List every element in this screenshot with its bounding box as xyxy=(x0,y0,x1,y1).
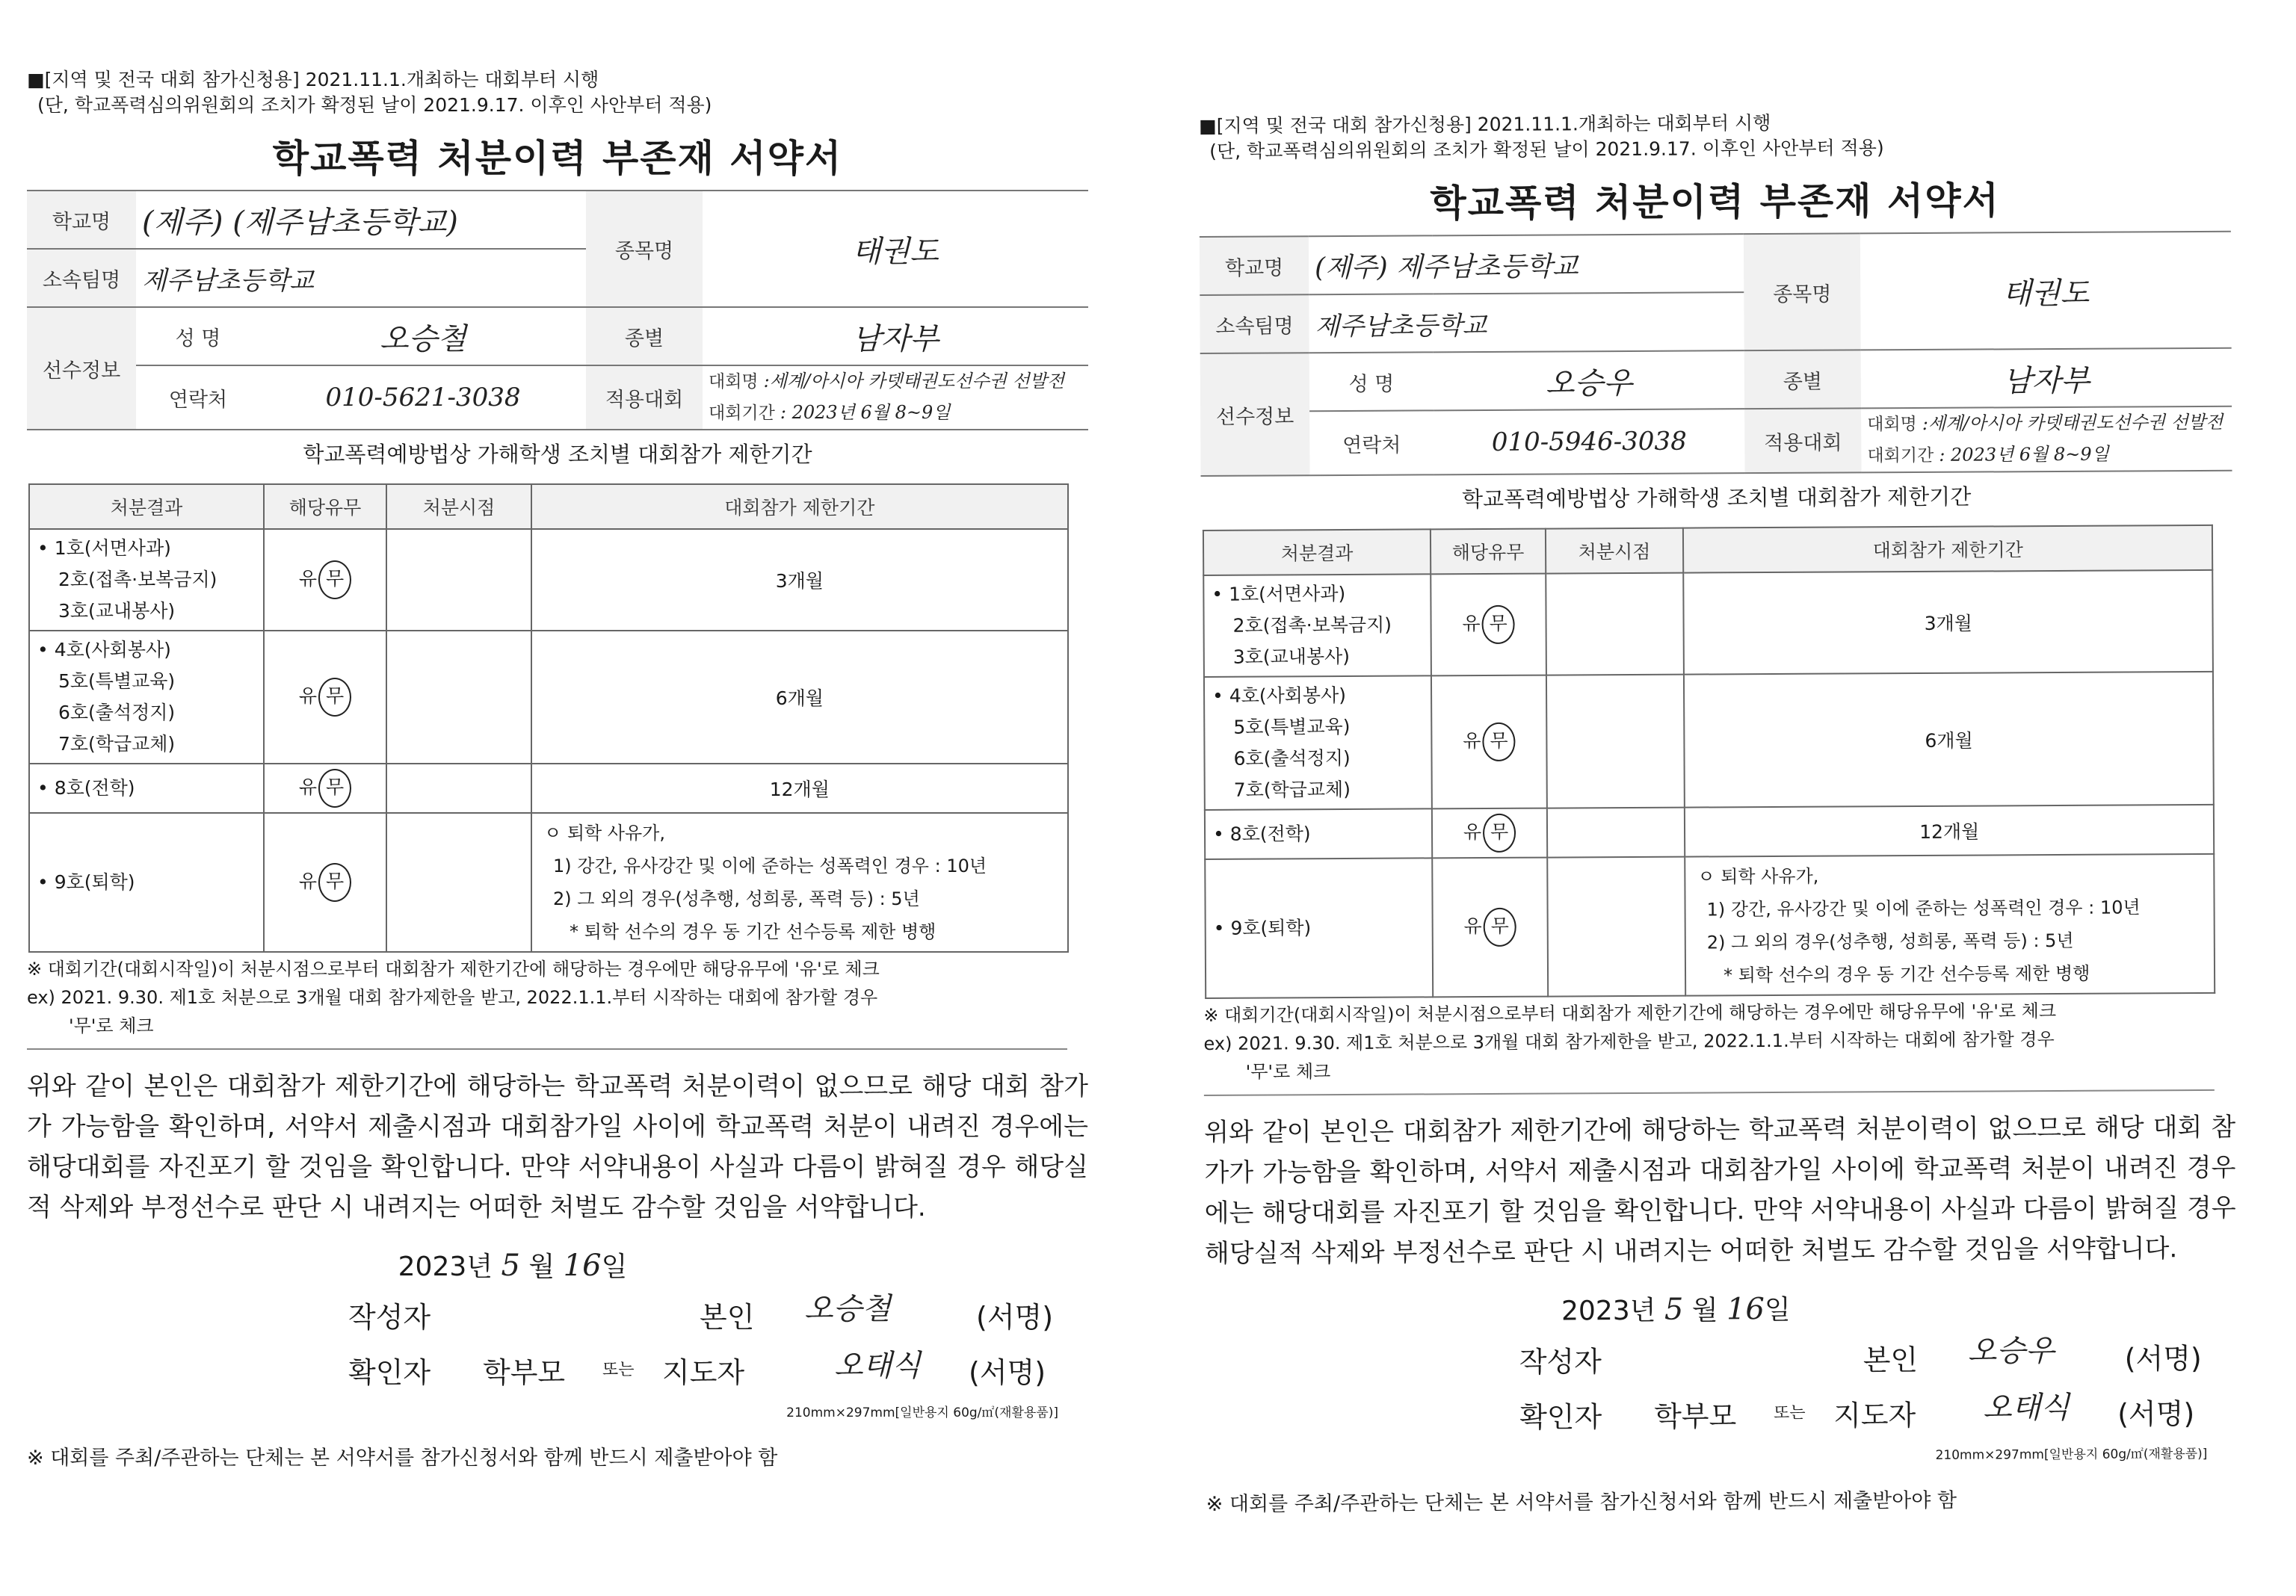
table-row xyxy=(1203,570,2213,677)
footer-note: ※ 대회를 주최/주관하는 단체는 본 서약서를 참가신청서와 함께 반드시 제출받아야 함 xyxy=(27,1447,778,1470)
no-option-circled: 무 xyxy=(1484,908,1516,947)
result-cell xyxy=(29,529,264,631)
date-day-suffix: 일 xyxy=(601,1252,628,1282)
document-left xyxy=(27,67,1088,1470)
yes-option: 유 xyxy=(1463,821,1482,844)
col-header-result: 처분결과 xyxy=(29,484,264,529)
yes-option: 유 xyxy=(298,568,318,590)
col-header-time: 처분시점 xyxy=(1546,528,1683,574)
sanctions-table xyxy=(1203,525,2216,999)
event-handwriting: 태권도 xyxy=(2002,276,2090,311)
period-line: 1) 강간, 유사강간 및 이에 준하는 성폭력인 경우 : 10년 xyxy=(553,856,987,876)
time-cell xyxy=(386,764,531,813)
confirmer-sign-mark: (서명) xyxy=(2117,1397,2195,1431)
self-signature: 오승우 xyxy=(1967,1334,2055,1369)
header-line1: ■[지역 및 전국 대회 참가신청용] 2021.11.1.개최하는 대회부터 시행 xyxy=(27,69,599,90)
label-player-info: 선수정보 xyxy=(27,307,136,430)
value-team xyxy=(1309,292,1744,353)
table-row xyxy=(29,764,1068,813)
result-line: • 1호(서면사과) xyxy=(1212,582,1346,605)
comp-name-line xyxy=(1867,407,2226,441)
result-line: 3호(교내봉사) xyxy=(58,600,176,622)
label-gender: 종별 xyxy=(586,307,703,365)
period-cell xyxy=(1685,854,2215,996)
table-row xyxy=(29,813,1068,952)
result-cell xyxy=(29,764,264,813)
contact-handwriting: 010-5621-3038 xyxy=(325,383,521,412)
confirmer-sign-row xyxy=(1206,1391,2237,1441)
sign-mark: (서명) xyxy=(2124,1341,2202,1376)
time-cell xyxy=(1546,573,1684,675)
label-comp-period: 대회기간 xyxy=(709,403,775,423)
comp-name-handwriting: :세계/아시아 카뎃태권도선수권 선발전 xyxy=(763,371,1065,392)
comp-period-line xyxy=(709,398,1082,429)
writer-sign-row xyxy=(27,1294,1088,1339)
document-title: 학교폭력 처분이력 부존재 서약서 xyxy=(272,137,843,180)
label-player-info: 선수정보 xyxy=(1200,353,1310,476)
section-title: 학교폭력예방법상 가해학생 조치별 대회참가 제한기간 xyxy=(1462,483,1972,513)
period-cell: 3개월 xyxy=(531,529,1068,631)
table-row xyxy=(1205,854,2215,998)
col-header-period: 대회참가 제한기간 xyxy=(531,484,1068,529)
confirmer-sign-mark: (서명) xyxy=(969,1356,1046,1389)
date-day: 16 xyxy=(563,1249,602,1283)
date-day-suffix: 일 xyxy=(1764,1294,1791,1326)
team-handwriting: 제주남초등학교 xyxy=(1315,310,1487,341)
name-handwriting: 오승철 xyxy=(380,321,466,356)
no-option-circled: 무 xyxy=(1483,814,1516,853)
divider xyxy=(1204,1089,2215,1096)
period-cell: 12개월 xyxy=(1685,805,2215,857)
label-gender: 종별 xyxy=(1744,350,1861,409)
period-cell: 6개월 xyxy=(1684,672,2214,808)
footer-note: ※ 대회를 주최/주관하는 단체는 본 서약서를 참가신청서와 함께 반드시 제출받아야 함 xyxy=(1206,1488,1957,1516)
note-3: '무'로 체크 xyxy=(69,1015,154,1036)
period-line: 2) 그 외의 경우(성추행, 성희롱, 폭력 등) : 5년 xyxy=(553,888,920,909)
value-event xyxy=(1860,232,2232,350)
note-2: ex) 2021. 9.30. 제1호 처분으로 3개월 대회 참가제한을 받고, 2022.1.1.부터 시작하는 대회에 참가할 경우 xyxy=(1203,1029,2055,1054)
coach-label: 지도자 xyxy=(662,1356,745,1389)
table-row xyxy=(1204,672,2214,810)
date-year-suffix: 년 xyxy=(1629,1295,1656,1327)
value-contact xyxy=(1434,409,1744,474)
info-table xyxy=(27,190,1088,430)
time-cell xyxy=(386,631,531,764)
result-line: 5호(특별교육) xyxy=(1233,715,1351,738)
document-right xyxy=(1199,108,2238,1517)
no-option-circled: 무 xyxy=(1482,605,1515,644)
date-year: 2023 xyxy=(398,1252,467,1282)
period-line: 2) 그 외의 경우(성추행, 성희롱, 폭력 등) : 5년 xyxy=(1706,930,2074,953)
note-1: ※ 대회기간(대회시작일)이 처분시점으로부터 대회참가 제한기간에 해당하는 경우에만 해당유무에 '유'로 체크 xyxy=(1203,1000,2057,1026)
no-option-circled: 무 xyxy=(318,769,351,808)
applicable-cell xyxy=(1432,808,1547,859)
applicable-cell xyxy=(264,813,386,952)
date-line xyxy=(0,1246,1088,1284)
result-line: • 8호(전학) xyxy=(37,777,135,799)
col-header-applicable: 해당유무 xyxy=(264,484,386,529)
gender-handwriting: 남자부 xyxy=(2002,363,2090,398)
label-event: 종목명 xyxy=(1744,233,1861,350)
period-cell: 3개월 xyxy=(1683,570,2213,675)
parent-label: 학부모 xyxy=(483,1356,566,1389)
value-competition xyxy=(703,365,1088,430)
table-row xyxy=(29,529,1068,631)
date-month: 5 xyxy=(1664,1292,1684,1327)
no-option-circled: 무 xyxy=(318,863,351,902)
writer-sign-row xyxy=(1206,1335,2237,1385)
self-signature: 오승철 xyxy=(804,1292,891,1326)
note-2: ex) 2021. 9.30. 제1호 처분으로 3개월 대회 참가제한을 받고, 2022.1.1.부터 시작하는 대회에 참가할 경우 xyxy=(27,987,878,1008)
result-cell xyxy=(1205,858,1433,998)
time-cell xyxy=(1547,857,1685,997)
period-line: * 퇴학 선수의 경우 동 기간 선수등록 제한 병행 xyxy=(570,921,936,942)
value-name xyxy=(1434,350,1744,410)
date-month-suffix: 월 xyxy=(528,1252,555,1282)
confirmer-label: 확인자 xyxy=(348,1356,431,1389)
label-contact: 연락처 xyxy=(136,365,260,430)
date-year-suffix: 년 xyxy=(466,1252,493,1282)
value-gender xyxy=(1861,348,2232,409)
col-header-period: 대회참가 제한기간 xyxy=(1683,525,2213,573)
label-comp-name: 대회명 xyxy=(709,372,759,392)
value-team xyxy=(136,249,586,307)
school-handwriting: (제주) (제주남초등학교) xyxy=(142,205,458,240)
section-title: 학교폭력예방법상 가해학생 조치별 대회참가 제한기간 xyxy=(303,442,812,467)
result-line: 6호(출석정지) xyxy=(1233,746,1351,770)
result-line: 2호(접촉·보복금지) xyxy=(58,569,217,590)
self-label: 본인 xyxy=(1863,1343,1919,1377)
result-line: 7호(학급교체) xyxy=(58,733,176,755)
yes-option: 유 xyxy=(1462,613,1481,635)
yes-option: 유 xyxy=(1463,730,1481,752)
gender-handwriting: 남자부 xyxy=(852,321,939,356)
paper-spec: 210mm×297mm[일반용지 60g/㎡(재활용품)] xyxy=(1935,1446,2208,1463)
label-competition: 적용대회 xyxy=(586,365,703,430)
contact-handwriting: 010-5946-3038 xyxy=(1491,426,1687,457)
result-line: • 1호(서면사과) xyxy=(37,537,171,559)
label-name: 성 명 xyxy=(1309,352,1434,411)
result-line: • 9호(퇴학) xyxy=(37,871,135,893)
date-day: 16 xyxy=(1726,1292,1765,1327)
result-line: • 8호(전학) xyxy=(1212,823,1311,845)
date-month-suffix: 월 xyxy=(1691,1295,1718,1326)
period-line: 1) 강간, 유사강간 및 이에 준하는 성폭력인 경우 : 10년 xyxy=(1706,897,2141,921)
date-year: 2023 xyxy=(1561,1296,1630,1327)
value-name xyxy=(260,307,586,365)
label-school: 학교명 xyxy=(27,191,136,249)
result-cell xyxy=(1205,808,1432,859)
confirmer-sign-row xyxy=(27,1349,1088,1394)
comp-name-line xyxy=(709,366,1082,398)
result-line: 3호(교내봉사) xyxy=(1232,645,1351,668)
result-line: • 4호(사회봉사) xyxy=(37,639,171,661)
value-school xyxy=(1309,234,1744,294)
yes-option: 유 xyxy=(298,870,318,892)
col-header-time: 처분시점 xyxy=(386,484,531,529)
or-label: 또는 xyxy=(602,1361,635,1379)
no-option-circled: 무 xyxy=(318,678,351,717)
comp-period-line xyxy=(1867,439,2226,472)
applicable-cell xyxy=(1431,675,1547,809)
result-line: • 4호(사회봉사) xyxy=(1212,684,1347,707)
header-line2: (단, 학교폭력심의위원회의 조치가 확정된 날이 2021.9.17. 이후인 사안부터 적용) xyxy=(1209,137,1884,162)
applicable-cell xyxy=(264,631,386,764)
col-header-applicable: 해당유무 xyxy=(1431,529,1546,575)
date-line xyxy=(1115,1287,2236,1331)
label-comp-name: 대회명 xyxy=(1867,414,1917,435)
value-gender xyxy=(703,307,1088,365)
note-1: ※ 대회기간(대회시작일)이 처분시점으로부터 대회참가 제한기간에 해당하는 경우에만 해당유무에 '유'로 체크 xyxy=(27,959,880,980)
confirmer-signature: 오태식 xyxy=(1982,1390,2070,1426)
result-line: 6호(출석정지) xyxy=(58,702,176,723)
header-line2: (단, 학교폭력심의위원회의 조치가 확정된 날이 2021.9.17. 이후인 사안부터 적용) xyxy=(37,94,712,116)
period-line: ㅇ 퇴학 사유가, xyxy=(544,823,665,844)
or-label: 또는 xyxy=(1774,1403,1806,1423)
date-month: 5 xyxy=(501,1249,520,1283)
col-header-result: 처분결과 xyxy=(1203,529,1431,575)
writer-label: 작성자 xyxy=(1519,1345,1602,1379)
label-comp-period: 대회기간 xyxy=(1867,445,1934,466)
result-cell xyxy=(29,631,264,764)
school-handwriting: (제주) 제주남초등학교 xyxy=(1314,250,1578,283)
label-contact: 연락처 xyxy=(1309,410,1434,475)
no-option-circled: 무 xyxy=(1482,723,1515,761)
yes-option: 유 xyxy=(1463,915,1482,938)
divider xyxy=(27,1048,1067,1050)
comp-period-handwriting: : 2023년 6월 8~9일 xyxy=(1939,443,2109,466)
applicable-cell xyxy=(1431,574,1546,676)
period-cell xyxy=(531,813,1068,952)
applicable-cell xyxy=(264,529,386,631)
result-line: 5호(특별교육) xyxy=(58,670,176,692)
coach-label: 지도자 xyxy=(1833,1399,1916,1432)
writer-label: 작성자 xyxy=(348,1301,431,1334)
table-row xyxy=(29,631,1068,764)
comp-period-handwriting: : 2023년 6월 8~9일 xyxy=(780,402,951,423)
confirmer-signature: 오태식 xyxy=(834,1349,921,1383)
label-event: 종목명 xyxy=(586,191,703,307)
result-line: 2호(접촉·보복금지) xyxy=(1232,613,1392,637)
applicable-cell xyxy=(264,764,386,813)
name-handwriting: 오승우 xyxy=(1545,365,1632,401)
result-cell xyxy=(1204,675,1432,810)
value-school xyxy=(136,191,586,249)
result-cell xyxy=(1203,574,1431,677)
sign-mark: (서명) xyxy=(976,1301,1054,1334)
label-team: 소속팀명 xyxy=(1200,294,1309,353)
pledge-body: 위와 같이 본인은 대회참가 제한기간에 해당하는 학교폭력 처분이력이 없으므로 해당 대회 참가가 가능함을 확인하며, 서약서 제출시점과 대회참가일 사이에 학교폭력 처분이 내려진 경우에는 해당대회를 자진포기 할 것임을 확인합니다. 만약 서약내용이 사실과 다름이 밝혀질 경우 해당실적 삭제와 부정선수로 판단 시 내려지는 어떠한 처벌도 감수할 것임을 서약합니다. xyxy=(1204,1112,2236,1269)
label-team: 소속팀명 xyxy=(27,249,136,307)
label-competition: 적용대회 xyxy=(1744,408,1861,473)
time-cell xyxy=(1546,675,1685,808)
note-3: '무'로 체크 xyxy=(1245,1061,1331,1083)
team-handwriting: 제주남초등학교 xyxy=(142,265,314,296)
time-cell xyxy=(386,529,531,631)
confirmer-label: 확인자 xyxy=(1519,1400,1602,1434)
paper-spec: 210mm×297mm[일반용지 60g/㎡(재활용품)] xyxy=(786,1405,1058,1420)
info-table xyxy=(1200,231,2232,477)
pledge-body: 위와 같이 본인은 대회참가 제한기간에 해당하는 학교폭력 처분이력이 없으므로 해당 대회 참가가 가능함을 확인하며, 서약서 제출시점과 대회참가일 사이에 학교폭력 처분이 내려진 경우에는 해당대회를 자진포기 할 것임을 확인합니다. 만약 서약내용이 사실과 다름이 밝혀질 경우 해당실적 삭제와 부정선수로 판단 시 내려지는 어떠한 처벌도 감수할 것임을 서약합니다. xyxy=(27,1071,1088,1222)
value-event xyxy=(703,191,1088,307)
period-cell: 6개월 xyxy=(531,631,1068,764)
period-cell: 12개월 xyxy=(531,764,1068,813)
value-contact xyxy=(260,365,586,430)
value-competition xyxy=(1861,406,2232,473)
result-line: 7호(학급교체) xyxy=(1233,778,1351,801)
time-cell xyxy=(1547,808,1685,858)
period-line: ㅇ 퇴학 사유가, xyxy=(1697,865,1819,888)
header-line1: ■[지역 및 전국 대회 참가신청용] 2021.11.1.개최하는 대회부터 시행 xyxy=(1199,111,1771,137)
comp-name-handwriting: :세계/아시아 카뎃태권도선수권 선발전 xyxy=(1922,411,2224,434)
yes-option: 유 xyxy=(298,685,318,707)
event-handwriting: 태권도 xyxy=(852,234,939,269)
label-school: 학교명 xyxy=(1200,236,1309,295)
parent-label: 학부모 xyxy=(1654,1399,1737,1433)
result-cell xyxy=(29,813,264,952)
time-cell xyxy=(386,813,531,952)
result-line: • 9호(퇴학) xyxy=(1213,917,1312,939)
self-label: 본인 xyxy=(700,1301,755,1334)
table-row xyxy=(1205,805,2215,859)
period-line: * 퇴학 선수의 경우 동 기간 선수등록 제한 병행 xyxy=(1723,962,2090,986)
label-name: 성 명 xyxy=(136,307,260,365)
sanctions-table xyxy=(28,483,1069,953)
no-option-circled: 무 xyxy=(318,560,351,599)
applicable-cell xyxy=(1432,858,1548,998)
document-title: 학교폭력 처분이력 부존재 서약서 xyxy=(1430,179,2000,226)
yes-option: 유 xyxy=(298,776,318,798)
